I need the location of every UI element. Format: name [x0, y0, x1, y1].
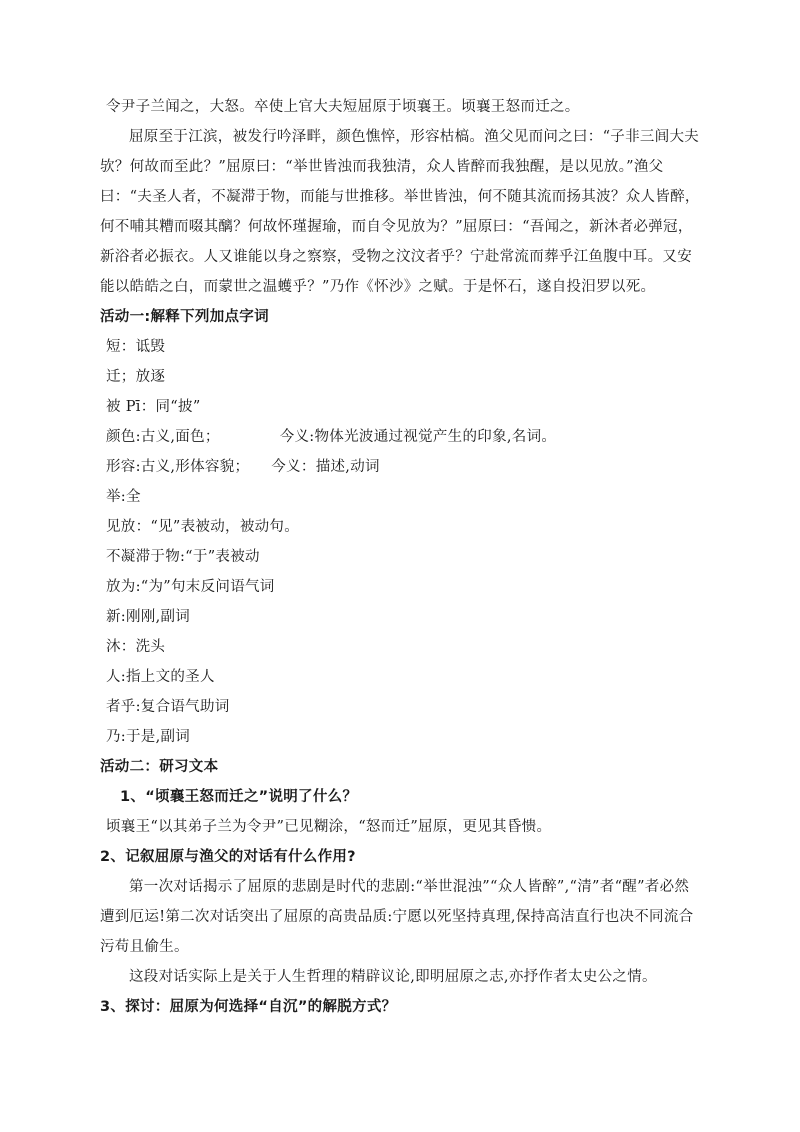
gloss-item: 短：诋毁 [106, 339, 166, 355]
gloss-item: 不凝滞于物:“于”表被动 [106, 549, 260, 565]
gloss-item: 新:刚刚,副词 [106, 609, 191, 625]
activity2-heading: 活动二：研习文本 [100, 759, 219, 775]
gloss-item: 被 Pī：同“披” [106, 399, 201, 415]
gloss-item-yanse [100, 422, 700, 452]
gloss-item: 乃:于是,副词 [106, 729, 191, 745]
gloss-item: 者乎:复合语气助词 [106, 699, 230, 715]
gloss-ancient: 形容:古义,形体容貌； [106, 459, 250, 475]
gloss-ancient: 颜色:古义,面色； [106, 429, 220, 445]
gloss-item: 放为:“为”句末反问语气词 [106, 579, 275, 595]
answer-2: 第一次对话揭示了屈原的悲剧是时代的悲剧:“举世混浊”“众人皆醉”,“清”者“醒”者必然遭到厄运!第二次对话突出了屈原的高贵品质:宁愿以死坚持真理,保持高洁直行也决不同流合污苟且偷生。 [100, 879, 694, 955]
gloss-item: 见放：“见”表被动，被动句。 [106, 519, 300, 535]
activity1-heading: 活动一:解释下列加点字词 [100, 309, 269, 325]
gloss-item: 人:指上文的圣人 [106, 669, 215, 685]
answer-1: 顷襄王“以其弟子兰为令尹”已见糊涂，“怒而迁”屈原，更见其昏愦。 [106, 819, 552, 835]
gloss-item: 迁；放逐 [106, 369, 166, 385]
answer-2-b: 这段对话实际上是关于人生哲理的精辟议论,即明屈原之志,亦抒作者太史公之情。 [129, 969, 657, 985]
gloss-item: 沐：洗头 [106, 639, 166, 655]
passage-paragraph-2: 屈原至于江滨，被发行吟泽畔，颜色憔悴，形容枯槁。渔父见而问之曰：“子非三闾大夫欤？何故而至此？”屈原曰：“举世皆浊而我独清，众人皆醉而我独醒，是以见放。”渔父曰：“夫圣人者，不凝滞于物，而能与世推移。举世皆浊，何不随其流而扬其波？众人皆醉，何不哺其糟而啜其醨？何故怀瑾握瑜，而自令见放为？”屈原曰：“吾闻之，新沐者必弹冠，新浴者必振衣。人又谁能以身之察察，受物之汶汶者乎？宁赴常流而葬乎江鱼腹中耳。又安能以皓皓之白，而蒙世之温蠖乎？”乃作《怀沙》之赋。于是怀石，遂自投汨罗以死。 [100, 129, 700, 295]
question-3: 3、探讨：屈原为何选择“自沉”的解脱方式？ [100, 999, 397, 1015]
gloss-modern: 今义：描述,动词 [271, 459, 380, 475]
gloss-item: 举:全 [106, 489, 141, 505]
question-1: 1、“顷襄王怒而迁之”说明了什么？ [120, 789, 358, 805]
document-body [100, 92, 700, 1022]
passage-line-1: 令尹子兰闻之，大怒。卒使上官大夫短屈原于顷襄王。顷襄王怒而迁之。 [106, 99, 580, 115]
question-2: 2、记叙屈原与渔父的对话有什么作用? [100, 849, 356, 865]
gloss-item-xingrong [100, 452, 700, 482]
gloss-modern: 今义:物体光波通过视觉产生的印象,名词。 [279, 429, 557, 445]
